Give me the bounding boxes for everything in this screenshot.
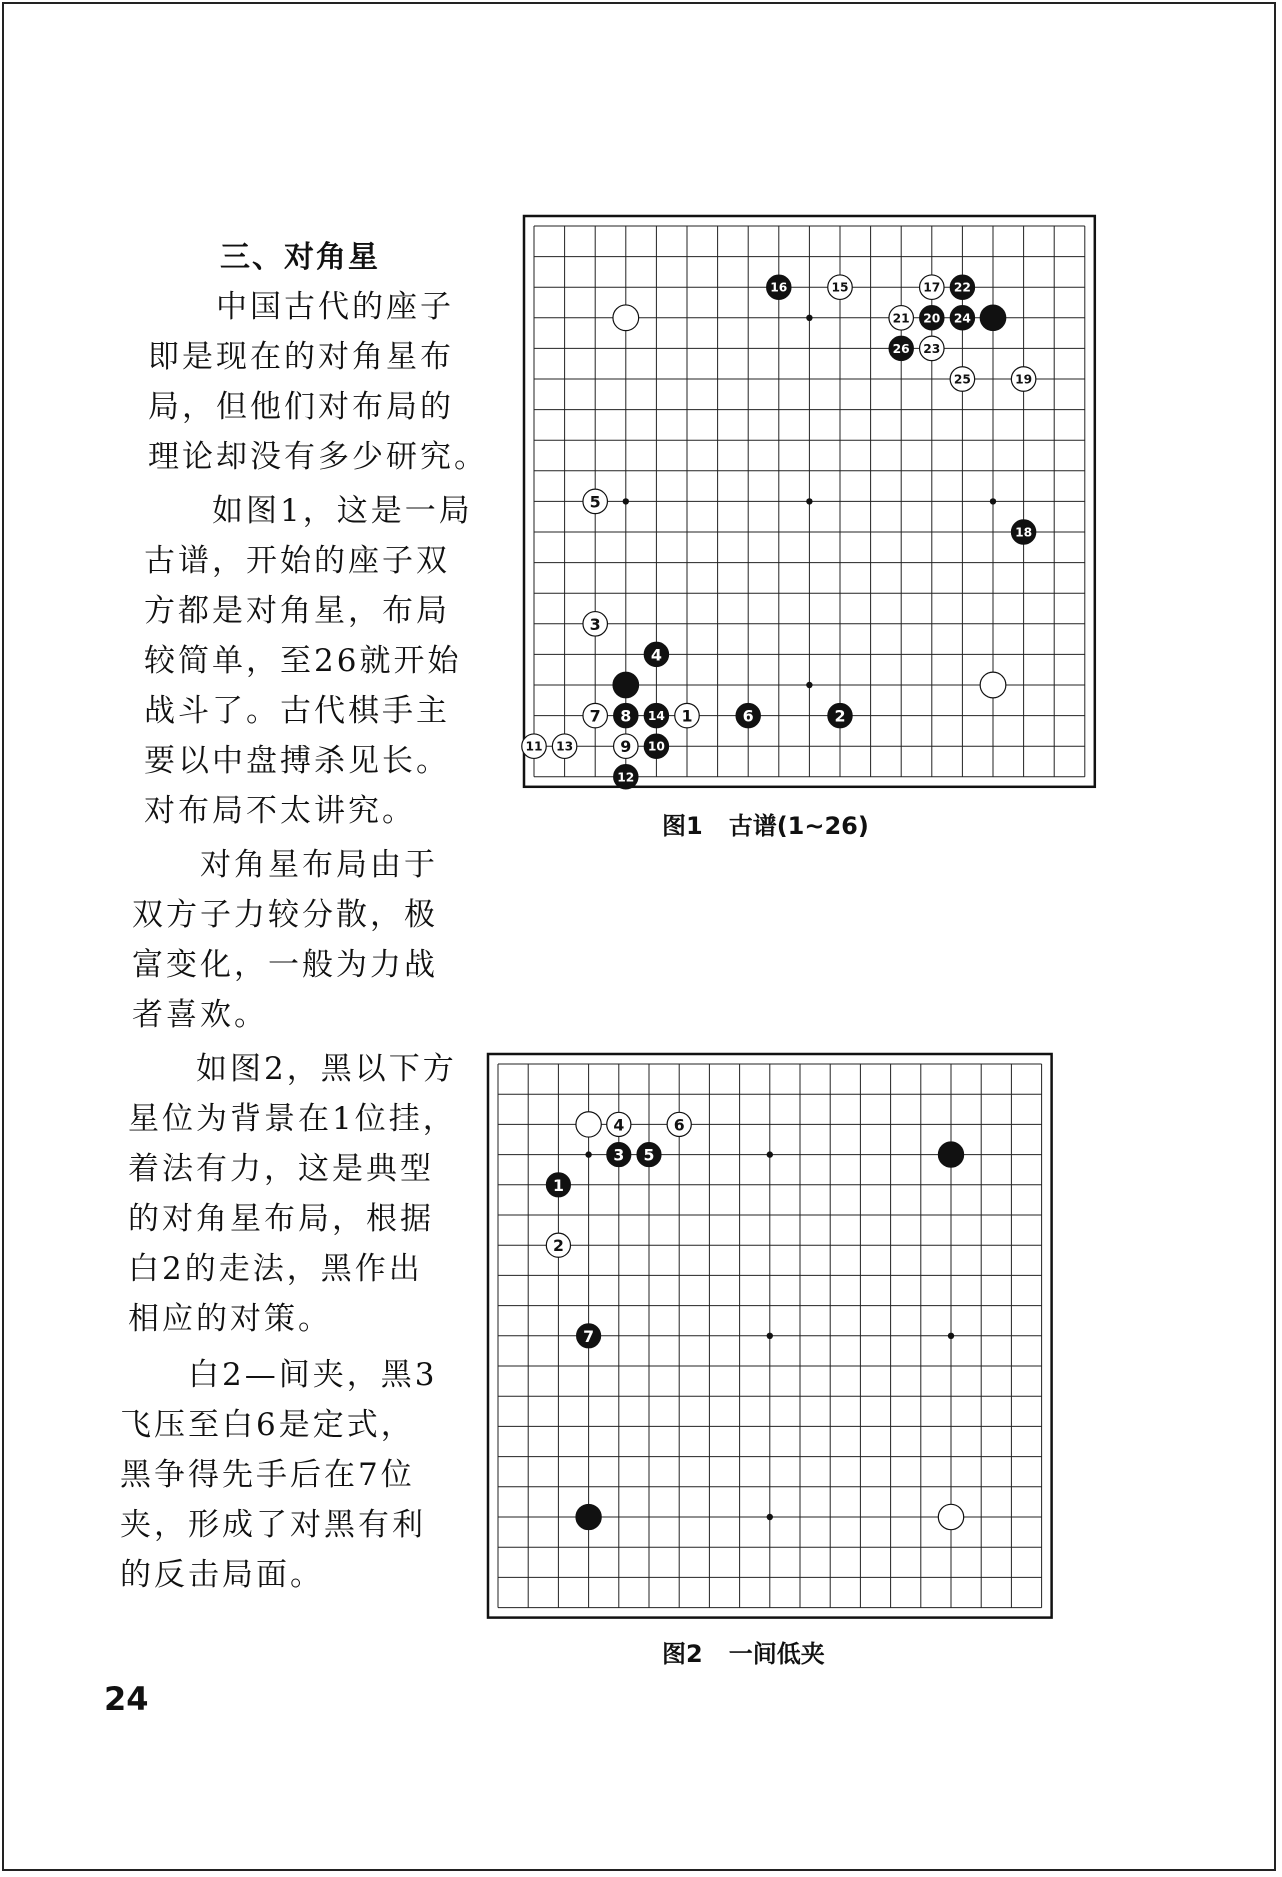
black-stone	[644, 734, 668, 758]
move-number: 20	[923, 311, 941, 326]
paragraph-line: 方都是对角星，布局	[144, 593, 450, 629]
move-number: 6	[742, 706, 754, 726]
white-stone	[576, 1112, 601, 1137]
figure-2-number: 图2	[662, 1640, 703, 1668]
paragraph-line: 如图1，这是一局	[212, 493, 473, 529]
white-stone	[950, 367, 974, 391]
star-point	[948, 1333, 954, 1339]
white-stone	[613, 305, 639, 331]
white-stone	[980, 672, 1006, 698]
star-point	[767, 1151, 773, 1157]
paragraph-4	[128, 1044, 457, 1344]
figure-1-number: 图1	[662, 812, 703, 840]
move-number: 5	[643, 1145, 655, 1165]
move-number: 11	[525, 739, 543, 754]
white-stone	[1011, 367, 1035, 391]
figure-2-caption	[662, 1634, 825, 1669]
move-number: 13	[556, 739, 574, 754]
white-stone	[522, 734, 546, 758]
paragraph-line: 的对角星布局，根据	[128, 1201, 434, 1237]
black-stone	[644, 642, 668, 666]
go-board-figure-2	[482, 1042, 1042, 1602]
black-stone	[1011, 520, 1035, 544]
move-number: 3	[589, 614, 601, 634]
paragraph-line: 星位为背景在1位挂，	[128, 1101, 457, 1137]
black-stone	[613, 672, 639, 698]
black-stone	[920, 306, 944, 330]
black-stone	[637, 1143, 661, 1167]
paragraph-line: 者喜欢。	[132, 997, 268, 1033]
move-number: 24	[953, 311, 971, 326]
white-stone	[583, 703, 607, 727]
star-point	[767, 1514, 773, 1520]
black-stone	[546, 1173, 570, 1197]
move-number: 7	[583, 1326, 595, 1346]
paragraph-1	[148, 282, 488, 482]
move-number: 5	[589, 492, 601, 512]
black-stone	[828, 703, 852, 727]
paragraph-line: 要以中盘搏杀见长。	[144, 743, 450, 779]
move-number: 14	[647, 709, 665, 724]
move-number: 19	[1015, 372, 1033, 387]
move-number: 12	[617, 770, 635, 785]
star-point	[767, 1333, 773, 1339]
move-number: 1	[681, 706, 693, 726]
black-stone	[938, 1142, 963, 1167]
paragraph-line: 即是现在的对角星布	[148, 339, 454, 375]
star-point	[623, 498, 629, 504]
move-number: 8	[620, 706, 632, 726]
paragraph-line: 较简单，至26就开始	[144, 643, 462, 679]
move-number: 18	[1015, 525, 1033, 540]
star-point	[806, 682, 812, 688]
star-point	[990, 498, 996, 504]
black-stone	[767, 275, 791, 299]
white-stone	[920, 275, 944, 299]
white-stone	[614, 734, 638, 758]
white-stone	[546, 1233, 570, 1257]
white-stone	[938, 1504, 963, 1529]
move-number: 15	[831, 280, 849, 295]
paragraph-line: 对布局不太讲究。	[144, 793, 416, 829]
move-number: 1	[552, 1175, 564, 1195]
black-stone	[577, 1324, 601, 1348]
white-stone	[552, 734, 576, 758]
figure-1-title: 古谱(1~26)	[728, 812, 869, 840]
paragraph-line: 局，但他们对布局的	[148, 389, 454, 425]
black-stone	[950, 306, 974, 330]
white-stone	[607, 1112, 631, 1136]
white-stone	[583, 489, 607, 513]
paragraph-line: 黑争得先手后在7位	[120, 1457, 415, 1493]
move-number: 2	[552, 1236, 564, 1256]
move-number: 6	[673, 1115, 685, 1135]
paragraph-3	[132, 840, 438, 1040]
black-stone	[980, 305, 1006, 331]
white-stone	[920, 336, 944, 360]
paragraph-line: 理论却没有多少研究。	[148, 439, 488, 475]
page-number: 24	[104, 1680, 149, 1718]
black-stone	[614, 765, 638, 789]
star-point	[806, 498, 812, 504]
white-stone	[667, 1112, 691, 1136]
paragraph-line: 如图2，黑以下方	[196, 1051, 457, 1087]
black-stone	[950, 275, 974, 299]
paragraph-line: 相应的对策。	[128, 1301, 332, 1337]
star-point	[585, 1151, 591, 1157]
paragraph-line: 夹，形成了对黑有利	[120, 1507, 426, 1543]
black-stone	[889, 336, 913, 360]
paragraph-line: 着法有力，这是典型	[128, 1151, 434, 1187]
move-number: 23	[923, 341, 941, 356]
move-number: 16	[770, 280, 788, 295]
paragraph-2	[144, 486, 473, 836]
section-heading: 三、对角星	[220, 240, 380, 275]
black-stone	[614, 703, 638, 727]
white-stone	[828, 275, 852, 299]
star-point	[806, 315, 812, 321]
move-number: 25	[953, 372, 971, 387]
paragraph-line: 白2的走法，黑作出	[128, 1251, 423, 1287]
figure-2-title: 一间低夹	[728, 1640, 825, 1668]
move-number: 21	[892, 311, 910, 326]
move-number: 9	[620, 737, 632, 757]
move-number: 10	[647, 739, 665, 754]
move-number: 22	[953, 280, 971, 295]
move-number: 4	[650, 645, 662, 665]
go-board-figure-1	[520, 204, 1066, 784]
white-stone	[889, 306, 913, 330]
paragraph-line: 富变化，一般为力战	[132, 947, 438, 983]
paragraph-line: 双方子力较分散，极	[132, 897, 438, 933]
paragraph-5	[120, 1350, 437, 1600]
move-number: 4	[613, 1115, 625, 1135]
black-stone	[644, 703, 668, 727]
move-number: 3	[613, 1145, 625, 1165]
move-number: 7	[589, 706, 601, 726]
paragraph-line: 的反击局面。	[120, 1557, 324, 1593]
move-number: 26	[892, 341, 910, 356]
white-stone	[675, 703, 699, 727]
white-stone	[583, 612, 607, 636]
paragraph-line: 飞压至白6是定式，	[120, 1407, 415, 1443]
paragraph-line: 古谱，开始的座子双	[144, 543, 450, 579]
black-stone	[576, 1504, 601, 1529]
paragraph-line: 战斗了。古代棋手主	[144, 693, 450, 729]
move-number: 17	[923, 280, 941, 295]
paragraph-line: 对角星布局由于	[200, 847, 438, 883]
go-board-2	[482, 1042, 1042, 1602]
move-number: 2	[834, 706, 846, 726]
figure-1-caption	[662, 806, 869, 841]
paragraph-line: 白2—间夹，黑3	[188, 1357, 438, 1393]
go-board-1	[520, 204, 1066, 784]
paragraph-line: 中国古代的座子	[216, 289, 454, 325]
black-stone	[736, 703, 760, 727]
black-stone	[607, 1143, 631, 1167]
